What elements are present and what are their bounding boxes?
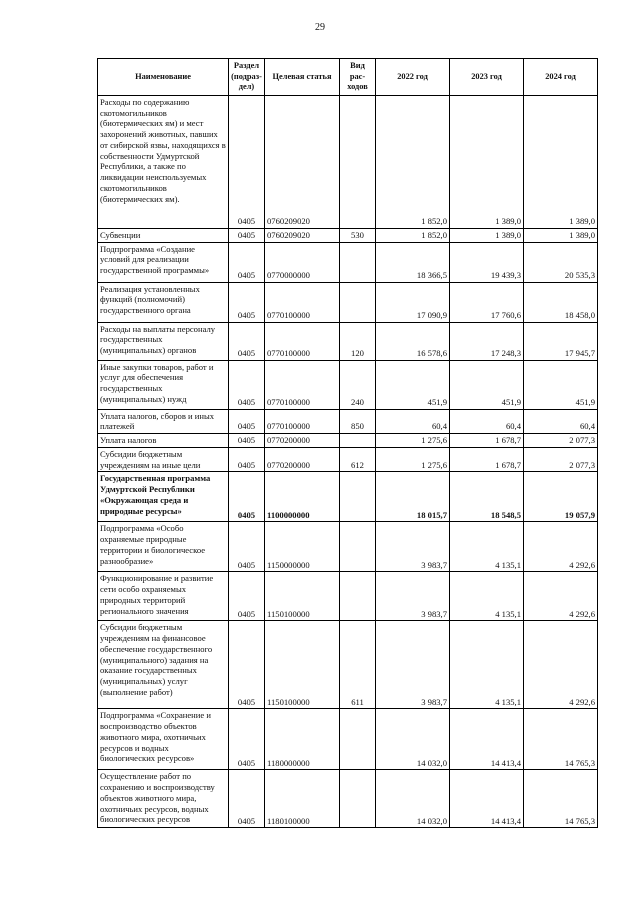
row-section: 0405	[229, 572, 265, 621]
table-row	[98, 282, 598, 322]
row-expense	[340, 282, 376, 322]
header-target: Целевая статья	[265, 59, 340, 96]
row-expense	[340, 434, 376, 448]
row-expense	[340, 709, 376, 770]
header-name: Наименование	[98, 59, 229, 96]
row-target: 0770200000	[265, 434, 340, 448]
row-expense	[340, 572, 376, 621]
row-name: Функционирование и развитие сети особо охраняемых природных территорий регионального значения	[98, 572, 229, 621]
row-2022: 18 366,5	[376, 242, 450, 282]
row-2023: 18 548,5	[450, 472, 524, 522]
row-2024: 2 077,3	[524, 447, 598, 471]
table-row	[98, 434, 598, 448]
row-2022: 14 032,0	[376, 709, 450, 770]
row-2022: 1 275,6	[376, 434, 450, 448]
row-2024: 1 389,0	[524, 96, 598, 229]
row-expense	[340, 472, 376, 522]
row-2023: 14 413,4	[450, 770, 524, 828]
row-2023: 17 248,3	[450, 322, 524, 360]
row-target: 0770100000	[265, 282, 340, 322]
header-row	[98, 59, 598, 96]
row-2024: 20 535,3	[524, 242, 598, 282]
row-expense: 120	[340, 322, 376, 360]
row-2022: 17 090,9	[376, 282, 450, 322]
row-2023: 4 135,1	[450, 621, 524, 709]
row-2024: 18 458,0	[524, 282, 598, 322]
row-2022: 1 852,0	[376, 229, 450, 243]
budget-table	[97, 58, 598, 828]
row-target: 0760209020	[265, 229, 340, 243]
row-expense: 530	[340, 229, 376, 243]
table-row	[98, 621, 598, 709]
row-name: Уплата налогов	[98, 434, 229, 448]
row-name: Реализация установленных функций (полномочий) государственного органа	[98, 282, 229, 322]
row-target: 1150100000	[265, 621, 340, 709]
row-2024: 14 765,3	[524, 770, 598, 828]
row-2022: 451,9	[376, 360, 450, 409]
row-name: Субсидии бюджетным учреждениям на иные цели	[98, 447, 229, 471]
row-expense: 611	[340, 621, 376, 709]
row-section: 0405	[229, 621, 265, 709]
row-2023: 451,9	[450, 360, 524, 409]
row-2024: 451,9	[524, 360, 598, 409]
row-expense: 612	[340, 447, 376, 471]
header-2023: 2023 год	[450, 59, 524, 96]
row-expense	[340, 242, 376, 282]
row-2023: 1 389,0	[450, 96, 524, 229]
row-2024: 4 292,6	[524, 572, 598, 621]
row-2022: 18 015,7	[376, 472, 450, 522]
row-section: 0405	[229, 282, 265, 322]
row-2022: 1 852,0	[376, 96, 450, 229]
row-2023: 14 413,4	[450, 709, 524, 770]
row-2024: 4 292,6	[524, 522, 598, 572]
row-2024: 14 765,3	[524, 709, 598, 770]
row-name: Подпрограмма «Сохранение и воспроизводство объектов животного мира, охотничьих ресурсов и водных биологических ресурсов»	[98, 709, 229, 770]
row-target: 1180000000	[265, 709, 340, 770]
row-section: 0405	[229, 434, 265, 448]
row-expense	[340, 770, 376, 828]
row-target: 0770100000	[265, 322, 340, 360]
row-section: 0405	[229, 229, 265, 243]
row-target: 1150000000	[265, 522, 340, 572]
row-2024: 17 945,7	[524, 322, 598, 360]
table-row	[98, 770, 598, 828]
row-2023: 1 678,7	[450, 434, 524, 448]
row-name: Осуществление работ по сохранению и воспроизводству объектов животного мира, охотничьих ресурсов, водных биологических ресурсов	[98, 770, 229, 828]
row-expense	[340, 96, 376, 229]
row-expense: 240	[340, 360, 376, 409]
row-2022: 3 983,7	[376, 572, 450, 621]
row-expense: 850	[340, 409, 376, 433]
table-body	[98, 96, 598, 828]
row-target: 0760209020	[265, 96, 340, 229]
row-name: Субсидии бюджетным учреждениям на финансовое обеспечение государственного (муниципального) задания на оказание государственных (муниципальных) услуг (выполнение работ)	[98, 621, 229, 709]
row-2022: 16 578,6	[376, 322, 450, 360]
row-2024: 4 292,6	[524, 621, 598, 709]
row-section: 0405	[229, 709, 265, 770]
row-section: 0405	[229, 472, 265, 522]
table-row	[98, 572, 598, 621]
table-row	[98, 709, 598, 770]
row-2023: 1 389,0	[450, 229, 524, 243]
row-name: Расходы на выплаты персоналу государственных (муниципальных) органов	[98, 322, 229, 360]
row-section: 0405	[229, 409, 265, 433]
row-2024: 2 077,3	[524, 434, 598, 448]
row-section: 0405	[229, 96, 265, 229]
row-2022: 60,4	[376, 409, 450, 433]
table-row	[98, 472, 598, 522]
row-2023: 60,4	[450, 409, 524, 433]
header-2024: 2024 год	[524, 59, 598, 96]
row-2024: 60,4	[524, 409, 598, 433]
table-row	[98, 447, 598, 471]
row-section: 0405	[229, 447, 265, 471]
row-2024: 19 057,9	[524, 472, 598, 522]
table-row	[98, 322, 598, 360]
row-2022: 3 983,7	[376, 621, 450, 709]
row-name: Расходы по содержанию скотомогильников (биотермических ям) и мест захоронений животных, павших от сибирской язвы, находящихся в собственности Удмуртской Республики, а также по ликвидации неиспользуемых скотомогильников (биотермических ям).	[98, 96, 229, 229]
row-2023: 4 135,1	[450, 522, 524, 572]
table-row	[98, 96, 598, 229]
row-section: 0405	[229, 360, 265, 409]
row-target: 1180100000	[265, 770, 340, 828]
row-section: 0405	[229, 322, 265, 360]
row-2022: 3 983,7	[376, 522, 450, 572]
table-row	[98, 242, 598, 282]
header-2022: 2022 год	[376, 59, 450, 96]
row-name: Подпрограмма «Создание условий для реализации государственной программы»	[98, 242, 229, 282]
row-name: Иные закупки товаров, работ и услуг для обеспечения государственных (муниципальных) нужд	[98, 360, 229, 409]
row-2024: 1 389,0	[524, 229, 598, 243]
table-row	[98, 522, 598, 572]
header-expense: Вид рас-ходов	[340, 59, 376, 96]
row-name: Государственная программа Удмуртской Республики «Окружающая среда и природные ресурсы»	[98, 472, 229, 522]
row-target: 0770100000	[265, 409, 340, 433]
row-target: 1150100000	[265, 572, 340, 621]
row-target: 1100000000	[265, 472, 340, 522]
row-name: Субвенции	[98, 229, 229, 243]
header-section: Раздел (подраз-дел)	[229, 59, 265, 96]
row-2023: 17 760,6	[450, 282, 524, 322]
row-2023: 1 678,7	[450, 447, 524, 471]
row-section: 0405	[229, 522, 265, 572]
row-2023: 19 439,3	[450, 242, 524, 282]
row-2022: 1 275,6	[376, 447, 450, 471]
page-number: 29	[315, 22, 325, 33]
row-name: Уплата налогов, сборов и иных платежей	[98, 409, 229, 433]
table-row	[98, 360, 598, 409]
row-2022: 14 032,0	[376, 770, 450, 828]
row-2023: 4 135,1	[450, 572, 524, 621]
row-section: 0405	[229, 770, 265, 828]
table-row	[98, 409, 598, 433]
row-target: 0770000000	[265, 242, 340, 282]
row-target: 0770200000	[265, 447, 340, 471]
row-expense	[340, 522, 376, 572]
row-section: 0405	[229, 242, 265, 282]
row-target: 0770100000	[265, 360, 340, 409]
table-row	[98, 229, 598, 243]
row-name: Подпрограмма «Особо охраняемые природные территории и биологическое разнообразие»	[98, 522, 229, 572]
